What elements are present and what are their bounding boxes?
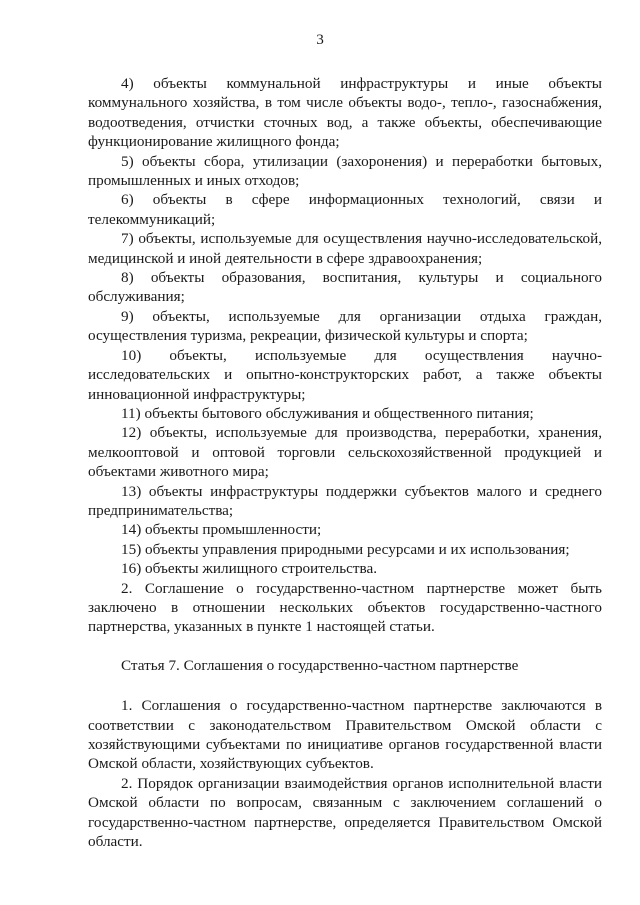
document-body (88, 74, 602, 851)
article-paragraph-2: 2. Порядок организации взаимодействия органов исполнительной власти Омской области по вопросам, связанным с заключением соглашений о государственно-частном партнерстве, определяется Правительством Омской области. (88, 774, 602, 851)
paragraph-item-2: 2. Соглашение о государственно-частном партнерстве может быть заключено в отношении нескольких объектов государственно-частного партнерства, указанных в пункте 1 настоящей статьи. (88, 579, 602, 636)
list-item-8: 8) объекты образования, воспитания, культуры и социального обслуживания; (88, 269, 602, 306)
list-item-15: 15) объекты управления природными ресурсами и их использования; (121, 540, 570, 558)
list-item-7: 7) объекты, используемые для осуществления научно-исследовательской, медицинской и иной деятельности в сфере здравоохранения; (88, 230, 602, 267)
list-item-5: 5) объекты сбора, утилизации (захоронения) и переработки бытовых, промышленных и иных отходов; (88, 152, 602, 190)
list-item-6: 6) объекты в сфере информационных технологий, связи и телекоммуникаций; (88, 191, 602, 228)
list-item-10: 10) объекты, используемые для осуществления научно-исследовательских и опытно-конструкторских работ, а также объекты инновационной инфраструктуры; (88, 346, 602, 403)
list-item-4: 4) объекты коммунальной инфраструктуры и иные объекты коммунального хозяйства, в том числе объекты водо-, тепло-, газоснабжения, водоотведения, отчистки сточных вод, а также объекты, обеспечивающие функционирование жилищного фонда; (88, 75, 602, 151)
list-item-14: 14) объекты промышленности; (121, 521, 322, 539)
list-item-16: 16) объекты жилищного строительства. (121, 560, 378, 578)
list-item-12: 12) объекты, используемые для производства, переработки, хранения, мелкооптовой и оптовой торговли сельскохозяйственной продукцией и объектами животного мира; (88, 424, 602, 481)
list-item-9: 9) объекты, используемые для организации отдыха граждан, осуществления туризма, рекреации, физической культуры и спорта; (88, 307, 602, 345)
article-heading: Статья 7. Соглашения о государственно-частном партнерстве (121, 656, 519, 674)
article-paragraph-1: 1. Соглашения о государственно-частном партнерстве заключаются в соответствии с законодательством Правительством Омской области с хозяйствующими субъектами по инициативе органов государственной власти Омской области, хозяйствующих субъектов. (88, 697, 602, 773)
page-number: 3 (316, 31, 324, 48)
list-item-13: 13) объекты инфраструктуры поддержки субъектов малого и среднего предпринимательства; (88, 482, 602, 519)
list-item-11: 11) объекты бытового обслуживания и общественного питания; (121, 404, 534, 422)
